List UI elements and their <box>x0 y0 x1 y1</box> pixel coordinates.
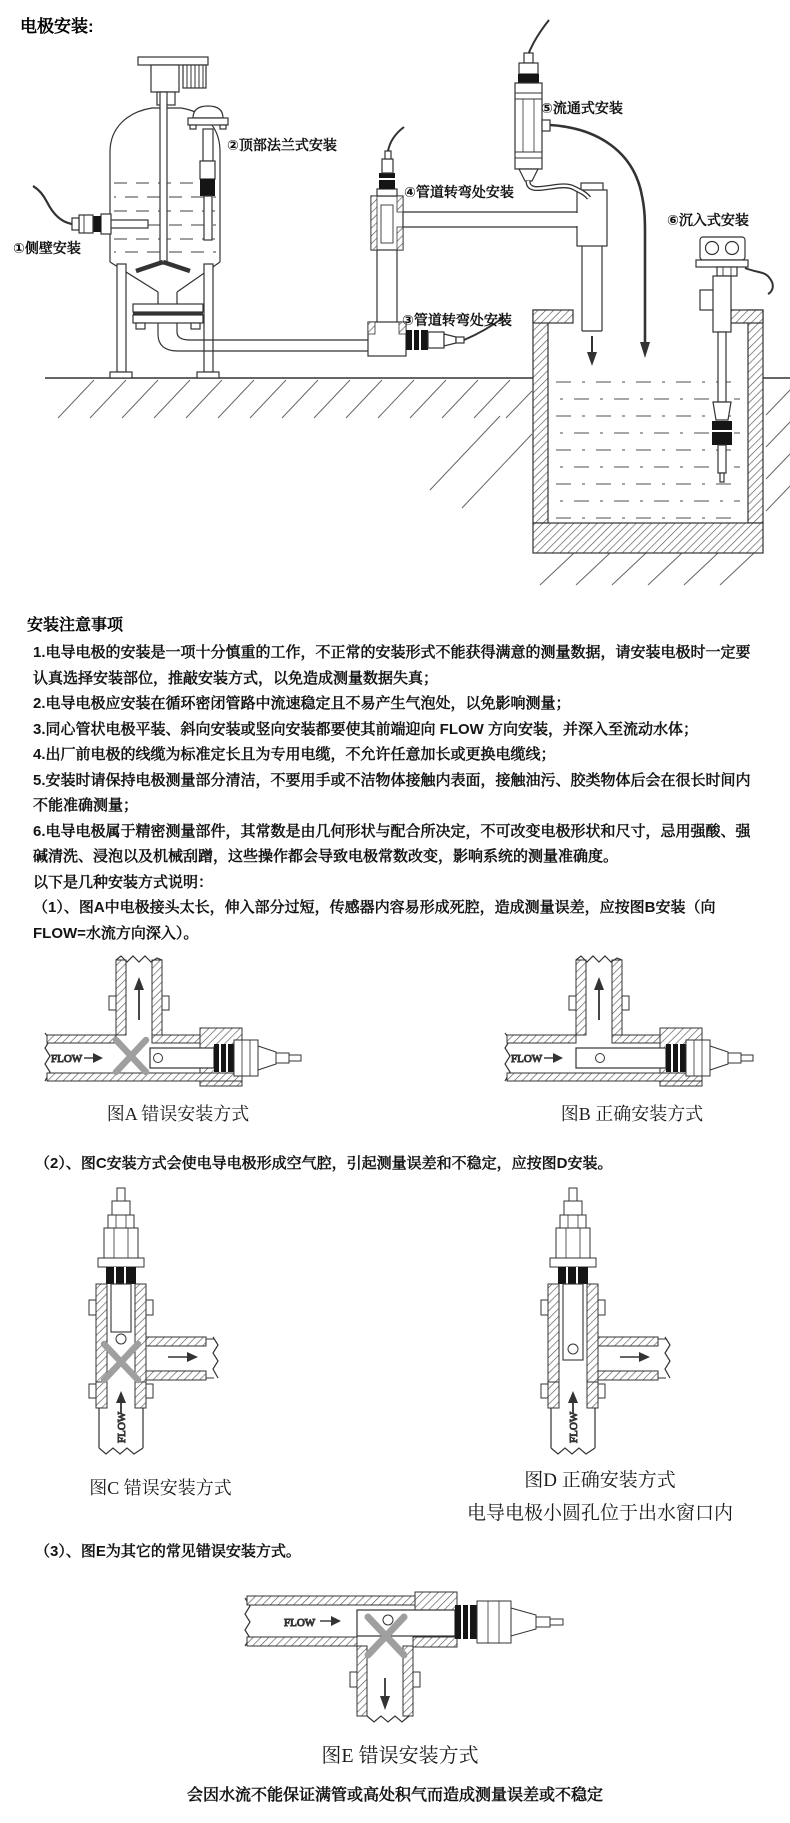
electrode-glyph <box>550 1188 596 1284</box>
label-top-flange-install: ②顶部法兰式安装 <box>227 137 337 153</box>
flow-label: FLOW <box>511 1053 543 1065</box>
figure-b <box>505 956 753 1086</box>
figure-d <box>541 1188 670 1454</box>
note-item: 4.出厂前电极的线缆为标准定长且为专用电缆，不允许任意加长或更换电缆线； <box>33 746 556 763</box>
tank <box>110 57 370 378</box>
footer-note: 会因水流不能保证满管或高处积气而造成测量误差或不稳定 <box>186 1787 603 1804</box>
figure-a-caption: 图A 错误安装方式 <box>106 1104 250 1124</box>
label-immersion-install: ⑥沉入式安装 <box>667 212 749 228</box>
label-pipe-bend-install-4: ④管道转弯处安装 <box>404 184 514 200</box>
tee-fitting <box>576 183 607 366</box>
figure-c-caption: 图C 错误安装方式 <box>89 1478 232 1498</box>
figure-d-caption-line1: 图D 正确安装方式 <box>524 1470 676 1491</box>
page-title: 电极安装: <box>20 17 94 36</box>
electrode-glyph <box>98 1188 144 1284</box>
overview-diagram <box>33 20 790 585</box>
note-item: 3.同心管状电极平装、斜向安装或竖向安装都要使其前端迎向 FLOW 方向安装，并深入至流动水体； <box>33 720 698 738</box>
x-mark-icon <box>116 1040 146 1072</box>
figure-d-caption-line2: 电导电极小圆孔位于出水窗口内 <box>466 1503 733 1524</box>
figure-a <box>45 956 301 1086</box>
note-item: 5.安装时请保持电极测量部分清洁，不要用手或不洁物体接触内表面，接触油污、胶类物体后会在很长时间内不能准确测量； <box>33 771 751 814</box>
x-mark-icon <box>104 1344 138 1380</box>
note-item: 2.电导电极应安装在循环密闭管路中流速稳定且不易产生气泡处，以免影响测量； <box>33 695 571 712</box>
figure-d-caption <box>445 1464 755 1530</box>
electrode-glyph <box>214 1040 301 1076</box>
figure-b-caption: 图B 正确安装方式 <box>560 1104 704 1124</box>
figure-c <box>89 1188 218 1454</box>
label-side-wall-install: ①侧壁安装 <box>13 240 81 256</box>
ground <box>45 378 790 585</box>
flow-label: FLOW <box>116 1411 128 1443</box>
notes-intro: 以下是几种安装方式说明： <box>33 873 214 891</box>
electrode-glyph <box>455 1601 563 1643</box>
note-item: 1.电导电极的安装是一项十分慎重的工作，不正常的安装形式不能获得满意的测量数据，请安装电极时一定要认真选择安装部位，推敲安装方式，以免造成测量数据失真； <box>33 644 751 687</box>
electrode-pipe-bend-upper-icon <box>377 127 404 196</box>
electrode-glyph <box>666 1040 753 1076</box>
label-pipe-bend-install-3: ③管道转弯处安装 <box>402 312 512 328</box>
figure-e <box>245 1592 563 1722</box>
flow-label: FLOW <box>284 1617 316 1629</box>
notes-heading: 安装注意事项 <box>27 617 124 634</box>
note-method-3: （3）、图E为其它的常见错误安装方式。 <box>35 1543 301 1560</box>
flow-label: FLOW <box>568 1411 580 1443</box>
note-method-2: （2）、图C安装方式会使电导电极形成空气腔，引起测量误差和不稳定，应按图D安装。 <box>35 1155 613 1172</box>
label-flow-through-install: ⑤流通式安装 <box>541 100 623 116</box>
note-method-1: （1）、图A中电极接头太长，伸入部分过短，传感器内容易形成死腔，造成测量误差，应按图B安装（向FLOW=水流方向深入）。 <box>33 899 716 942</box>
stirrer-motor-icon <box>183 65 206 88</box>
figure-e-caption: 图E 错误安装方式 <box>321 1745 479 1767</box>
flow-label: FLOW <box>51 1053 83 1065</box>
note-item: 6.电导电极属于精密测量部件，其常数是由几何形状与配合所决定，不可改变电极形状和尺寸，忌用强酸、强碱清洗、浸泡以及机械刮蹭，这些操作都会导致电极常数改变，影响系统的测量准确度。 <box>33 822 751 865</box>
bottom-flange <box>133 304 203 329</box>
water-surface-lines <box>556 382 740 518</box>
